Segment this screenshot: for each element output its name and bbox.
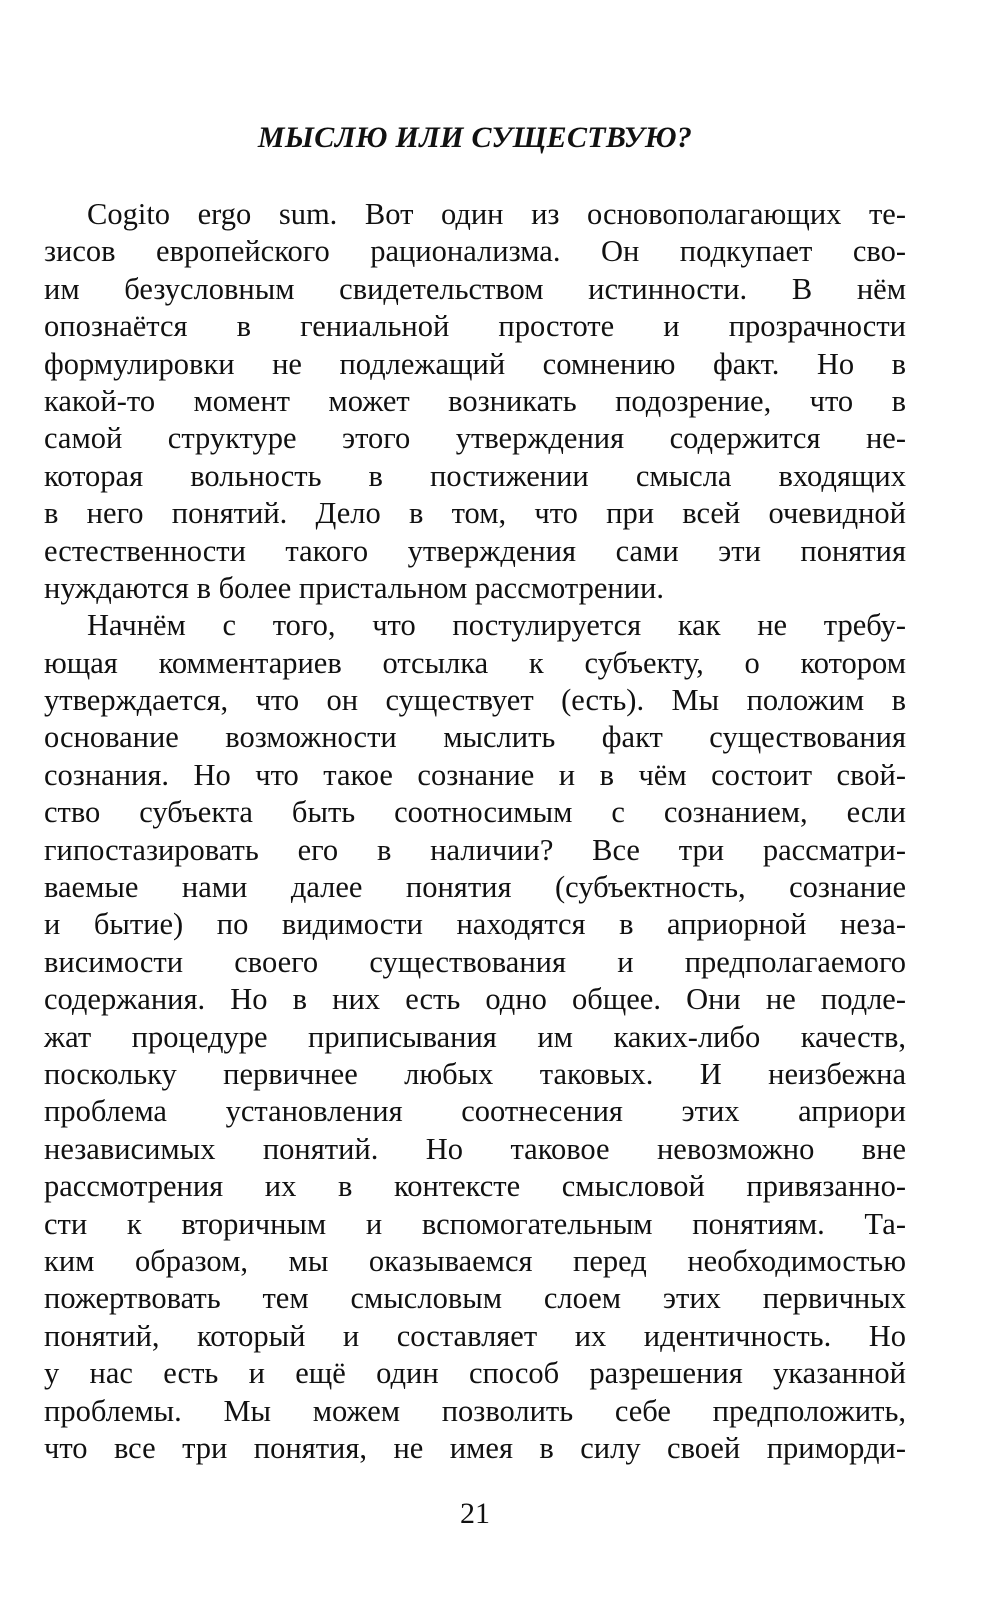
- text-line: опознаётся в гениальной простоте и прозрачности: [44, 309, 906, 344]
- text-line: поскольку первичнее любых таковых. И неизбежна: [44, 1056, 906, 1091]
- text-line: проблемы. Мы можем позволить себе предположить,: [44, 1393, 906, 1428]
- body-text: [44, 196, 906, 1467]
- text-line: рассмотрения их в контексте смысловой привязанно-: [44, 1169, 906, 1204]
- text-line: какой-то момент может возникать подозрение, что в: [44, 383, 906, 418]
- text-line: нуждаются в более пристальном рассмотрении.: [44, 570, 664, 605]
- text-line: ющая комментариев отсылка к субъекту, о котором: [44, 645, 906, 680]
- text-line: в него понятий. Дело в том, что при всей очевидной: [44, 496, 906, 531]
- text-line: естественности такого утверждения сами эти понятия: [44, 533, 906, 568]
- chapter-title: МЫСЛЮ ИЛИ СУЩЕСТВУЮ?: [257, 121, 693, 154]
- text-line: сти к вторичным и вспомогательным понятиям. Та-: [44, 1206, 906, 1241]
- text-line: гипостазировать его в наличии? Все три рассматри-: [44, 832, 906, 867]
- text-line: проблема установления соотнесения этих априори: [44, 1094, 906, 1129]
- text-line: у нас есть и ещё один способ разрешения указанной: [44, 1356, 906, 1391]
- text-line: им безусловным свидетельством истинности. В нём: [44, 271, 906, 306]
- text-line: что все три понятия, не имея в силу своей приморди-: [44, 1430, 906, 1465]
- text-line: ство субъекта быть соотносимым с сознанием, если: [44, 795, 906, 830]
- text-line: самой структуре этого утверждения содержится не-: [44, 421, 906, 456]
- text-line: которая вольность в постижении смысла входящих: [44, 458, 906, 493]
- text-line: содержания. Но в них есть одно общее. Они не подле-: [44, 982, 906, 1017]
- text-line: пожертвовать тем смысловым слоем этих первичных: [44, 1281, 906, 1316]
- text-line: ким образом, мы оказываемся перед необходимостью: [44, 1243, 906, 1278]
- text-line: формулировки не подлежащий сомнению факт. Но в: [44, 346, 906, 381]
- text-line: Начнём с того, что постулируется как не требу-: [87, 608, 906, 643]
- text-line: утверждается, что он существует (есть). Мы положим в: [44, 683, 906, 718]
- text-line: висимости своего существования и предполагаемого: [44, 944, 906, 979]
- text-line: независимых понятий. Но таковое невозможно вне: [44, 1131, 906, 1166]
- text-line: ваемые нами далее понятия (субъектность, сознание: [44, 870, 906, 905]
- paragraph-1: [44, 196, 906, 607]
- text-line: жат процедуре приписывания им каких-либо качеств,: [44, 1019, 906, 1054]
- text-line: зисов европейского рационализма. Он подкупает сво-: [44, 234, 906, 269]
- paragraph-2: [44, 607, 906, 1467]
- text-line: и бытие) по видимости находятся в априорной неза-: [44, 907, 906, 942]
- page-number: 21: [460, 1497, 490, 1530]
- text-line: сознания. Но что такое сознание и в чём состоит свой-: [44, 757, 906, 792]
- book-page: [44, 0, 906, 1607]
- text-line: Cogito ergo sum. Вот один из основополагающих те-: [87, 197, 906, 231]
- text-line: понятий, который и составляет их идентичность. Но: [44, 1318, 906, 1353]
- text-line: основание возможности мыслить факт существования: [44, 720, 906, 755]
